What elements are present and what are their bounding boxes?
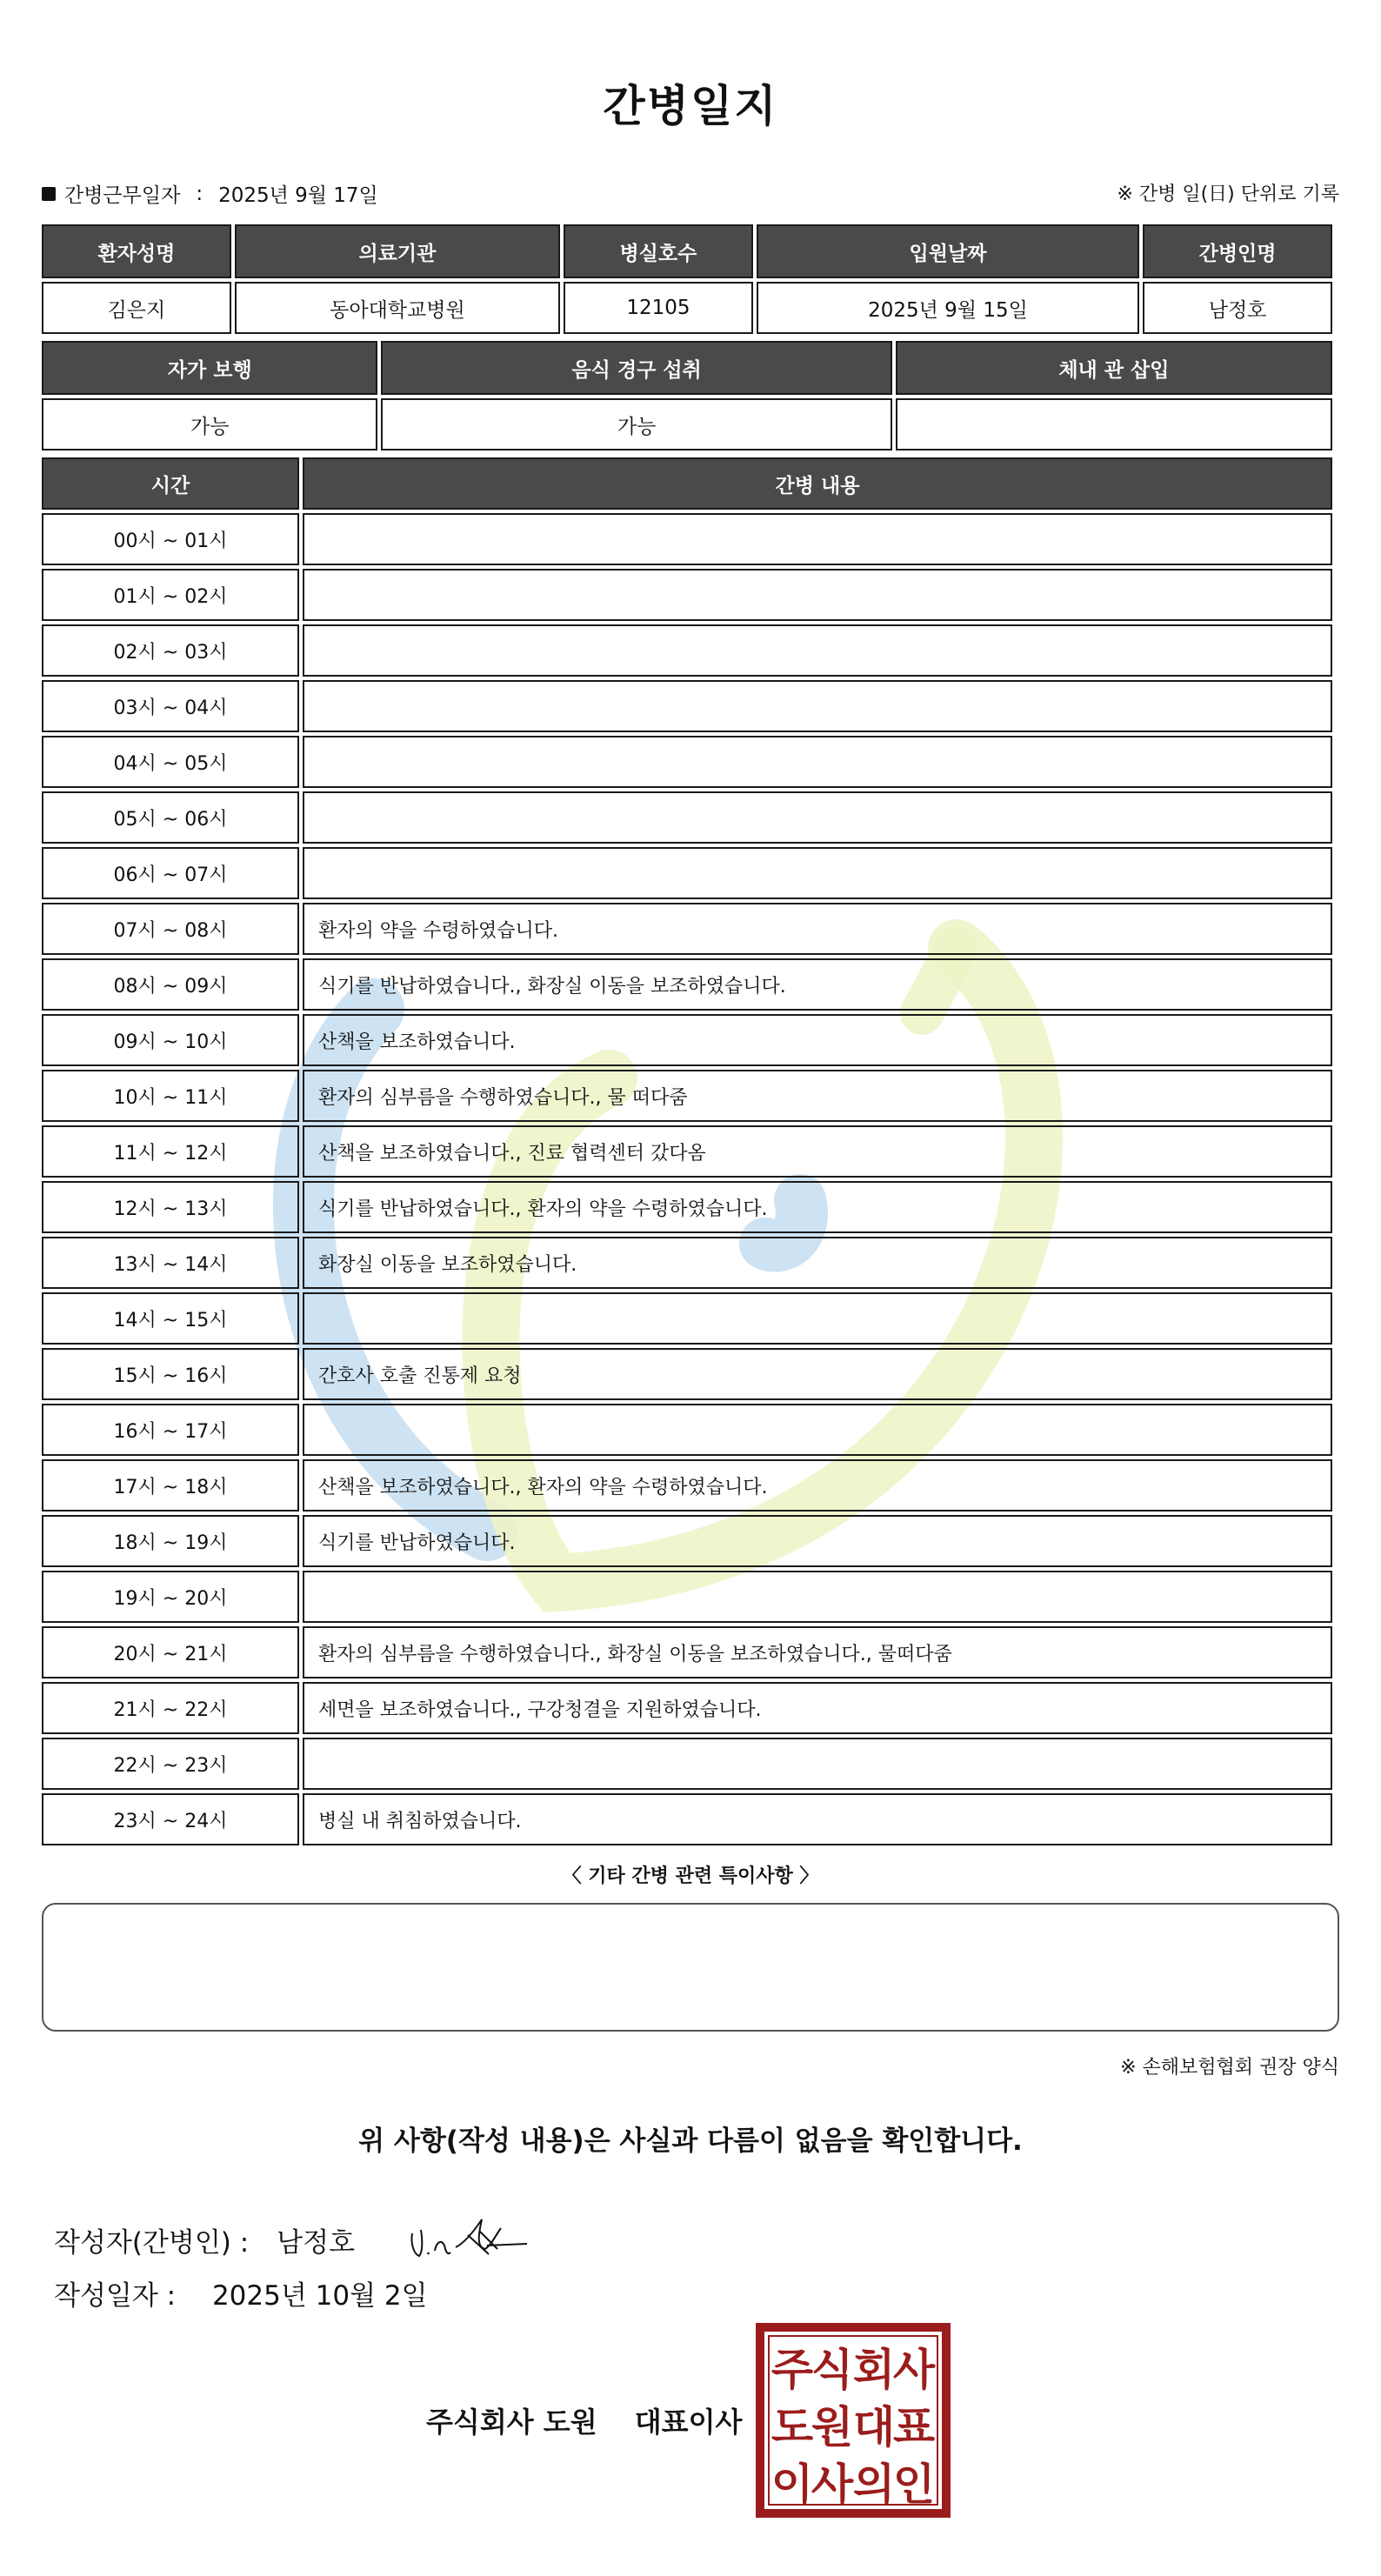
- care-log-content: 산책을 보조하였습니다., 진료 협력센터 갔다옴: [303, 1125, 1332, 1178]
- care-log-row: [42, 1793, 1332, 1845]
- form-source-note: ※ 손해보험협회 권장 양식: [1120, 2057, 1339, 2079]
- work-date-label: 간병근무일자: [64, 184, 181, 207]
- svg-text:도: 도: [771, 2402, 814, 2453]
- care-log-content: 식기를 반납하였습니다.: [303, 1515, 1332, 1567]
- care-log-row: [42, 1237, 1332, 1289]
- company-name: 주식회사 도원: [426, 2406, 597, 2439]
- care-log-time: 06시 ~ 07시: [42, 847, 299, 899]
- care-log-content: [303, 736, 1332, 788]
- svg-text:인: 인: [892, 2459, 936, 2510]
- care-log-row: [42, 847, 1332, 899]
- svg-text:이: 이: [771, 2459, 814, 2510]
- care-log-content: [303, 1571, 1332, 1623]
- care-log-row: [42, 1515, 1332, 1567]
- care-log-row: [42, 1459, 1332, 1512]
- care-log-content: 환자의 약을 수령하였습니다.: [303, 903, 1332, 955]
- patient-name-value: 김은지: [42, 282, 231, 334]
- care-log-content: 산책을 보조하였습니다., 환자의 약을 수령하였습니다.: [303, 1459, 1332, 1512]
- company-signature-line: [426, 2400, 742, 2440]
- care-log-content: 세면을 보조하였습니다., 구강청결을 지원하였습니다.: [303, 1682, 1332, 1734]
- care-log-content: [303, 624, 1332, 677]
- care-log-body: [42, 513, 1332, 1845]
- care-log-row: [42, 1125, 1332, 1178]
- header-caregiver-name: 간병인명: [1143, 224, 1332, 278]
- patient-info-header-row: [42, 224, 1332, 278]
- care-log-table: [38, 454, 1336, 1849]
- care-log-row: [42, 736, 1332, 788]
- care-log-row: [42, 1014, 1332, 1066]
- care-log-row: [42, 1738, 1332, 1790]
- svg-text:표: 표: [892, 2402, 936, 2453]
- work-date-colon: :: [196, 182, 203, 205]
- care-log-row: [42, 1292, 1332, 1345]
- care-log-row: [42, 1682, 1332, 1734]
- room-number-value: 12105: [564, 282, 753, 334]
- care-log-content: 환자의 심부름을 수행하였습니다., 물 떠다줌: [303, 1070, 1332, 1122]
- care-log-time: 08시 ~ 09시: [42, 958, 299, 1011]
- care-log-content: 산책을 보조하였습니다.: [303, 1014, 1332, 1066]
- care-log-time: 18시 ~ 19시: [42, 1515, 299, 1567]
- record-unit-note: ※ 간병 일(日) 단위로 기록: [1117, 184, 1339, 205]
- care-log-row: [42, 1626, 1332, 1678]
- care-log-time: 03시 ~ 04시: [42, 680, 299, 732]
- care-log-row: [42, 513, 1332, 565]
- care-log-time: 15시 ~ 16시: [42, 1348, 299, 1400]
- patient-status-table: [38, 337, 1336, 454]
- svg-text:대: 대: [852, 2402, 896, 2453]
- header-time: 시간: [42, 457, 299, 510]
- care-log-row: [42, 1348, 1332, 1400]
- care-log-row: [42, 1571, 1332, 1623]
- care-log-content: [303, 680, 1332, 732]
- bullet-square-icon: [42, 187, 56, 201]
- writer-name: 남정호: [277, 2226, 356, 2259]
- care-log-time: 02시 ~ 03시: [42, 624, 299, 677]
- admission-date-value: 2025년 9월 15일: [757, 282, 1139, 334]
- header-care-content: 간병 내용: [303, 457, 1332, 510]
- care-log-content: [303, 1738, 1332, 1790]
- care-log-content: 환자의 심부름을 수행하였습니다., 화장실 이동을 보조하였습니다., 물떠다줌: [303, 1626, 1332, 1678]
- handwritten-signature: [405, 2209, 536, 2270]
- care-log-row: [42, 680, 1332, 732]
- svg-text:사: 사: [811, 2459, 854, 2510]
- svg-text:사: 사: [892, 2345, 936, 2395]
- care-log-time: 01시 ~ 02시: [42, 569, 299, 621]
- header-self-walking: 자가 보행: [42, 341, 377, 395]
- patient-status-header-row: [42, 341, 1332, 395]
- remarks-title: 〈 기타 간병 관련 특이사항 〉: [562, 1865, 819, 1887]
- care-log-header-row: [42, 457, 1332, 510]
- writer-row: [54, 2209, 536, 2270]
- care-log-time: 05시 ~ 06시: [42, 791, 299, 844]
- care-log-time: 23시 ~ 24시: [42, 1793, 299, 1845]
- care-log-row: [42, 791, 1332, 844]
- care-log-row: [42, 1404, 1332, 1456]
- care-log-time: 09시 ~ 10시: [42, 1014, 299, 1066]
- written-date-value: 2025년 10월 2일: [211, 2280, 428, 2312]
- oral-intake-value: 가능: [381, 398, 891, 450]
- company-title: 대표이사: [634, 2406, 743, 2439]
- care-log-content: [303, 513, 1332, 565]
- care-log-time: 22시 ~ 23시: [42, 1738, 299, 1790]
- care-log-content: 식기를 반납하였습니다., 화장실 이동을 보조하였습니다.: [303, 958, 1332, 1011]
- care-log-time: 10시 ~ 11시: [42, 1070, 299, 1122]
- care-log-row: [42, 903, 1332, 955]
- header-tube-insertion: 체내 관 삽입: [896, 341, 1332, 395]
- header-patient-name: 환자성명: [42, 224, 231, 278]
- care-log-content: 병실 내 취침하였습니다.: [303, 1793, 1332, 1845]
- svg-text:의: 의: [852, 2459, 896, 2510]
- care-log-time: 13시 ~ 14시: [42, 1237, 299, 1289]
- care-log-row: [42, 624, 1332, 677]
- care-log-content: 화장실 이동을 보조하였습니다.: [303, 1237, 1332, 1289]
- header-institution: 의료기관: [235, 224, 560, 278]
- written-date-row: [54, 2273, 428, 2312]
- care-log-time: 16시 ~ 17시: [42, 1404, 299, 1456]
- svg-text:식: 식: [811, 2345, 854, 2395]
- care-log-time: 07시 ~ 08시: [42, 903, 299, 955]
- svg-text:주: 주: [771, 2345, 814, 2395]
- care-log-time: 00시 ~ 01시: [42, 513, 299, 565]
- care-log-time: 11시 ~ 12시: [42, 1125, 299, 1178]
- care-log-time: 20시 ~ 21시: [42, 1626, 299, 1678]
- header-admission-date: 입원날짜: [757, 224, 1139, 278]
- page-title: 간병일지: [603, 81, 778, 131]
- care-log-time: 12시 ~ 13시: [42, 1181, 299, 1233]
- care-log-row: [42, 1181, 1332, 1233]
- patient-info-table: [38, 221, 1336, 337]
- header-oral-intake: 음식 경구 섭취: [381, 341, 891, 395]
- care-log-content: 간호사 호출 진통제 요청: [303, 1348, 1332, 1400]
- writer-label: 작성자(간병인) :: [54, 2226, 250, 2259]
- care-log-content: [303, 1292, 1332, 1345]
- company-seal-stamp: [755, 2322, 951, 2519]
- care-log-time: 21시 ~ 22시: [42, 1682, 299, 1734]
- caregiver-name-value: 남정호: [1143, 282, 1332, 334]
- svg-text:회: 회: [852, 2345, 896, 2395]
- care-log-content: [303, 847, 1332, 899]
- care-log-content: 식기를 반납하였습니다., 환자의 약을 수령하였습니다.: [303, 1181, 1332, 1233]
- self-walking-value: 가능: [42, 398, 377, 450]
- care-log-time: 04시 ~ 05시: [42, 736, 299, 788]
- care-log-content: [303, 569, 1332, 621]
- work-date-value: 2025년 9월 17일: [218, 184, 378, 207]
- remarks-box: [42, 1903, 1339, 2032]
- written-date-label: 작성일자 :: [54, 2280, 177, 2312]
- care-log-time: 14시 ~ 15시: [42, 1292, 299, 1345]
- care-log-row: [42, 569, 1332, 621]
- institution-value: 동아대학교병원: [235, 282, 560, 334]
- care-log-content: [303, 1404, 1332, 1456]
- care-log-row: [42, 958, 1332, 1011]
- work-date-row: [42, 179, 378, 208]
- care-log-time: 19시 ~ 20시: [42, 1571, 299, 1623]
- svg-text:원: 원: [811, 2402, 854, 2453]
- confirmation-statement: 위 사항(작성 내용)은 사실과 다름이 없음을 확인합니다.: [358, 2126, 1023, 2157]
- care-log-content: [303, 791, 1332, 844]
- header-room-number: 병실호수: [564, 224, 753, 278]
- patient-status-value-row: [42, 398, 1332, 450]
- care-log-row: [42, 1070, 1332, 1122]
- patient-info-value-row: [42, 282, 1332, 334]
- care-log-time: 17시 ~ 18시: [42, 1459, 299, 1512]
- tube-insertion-value: [896, 398, 1332, 450]
